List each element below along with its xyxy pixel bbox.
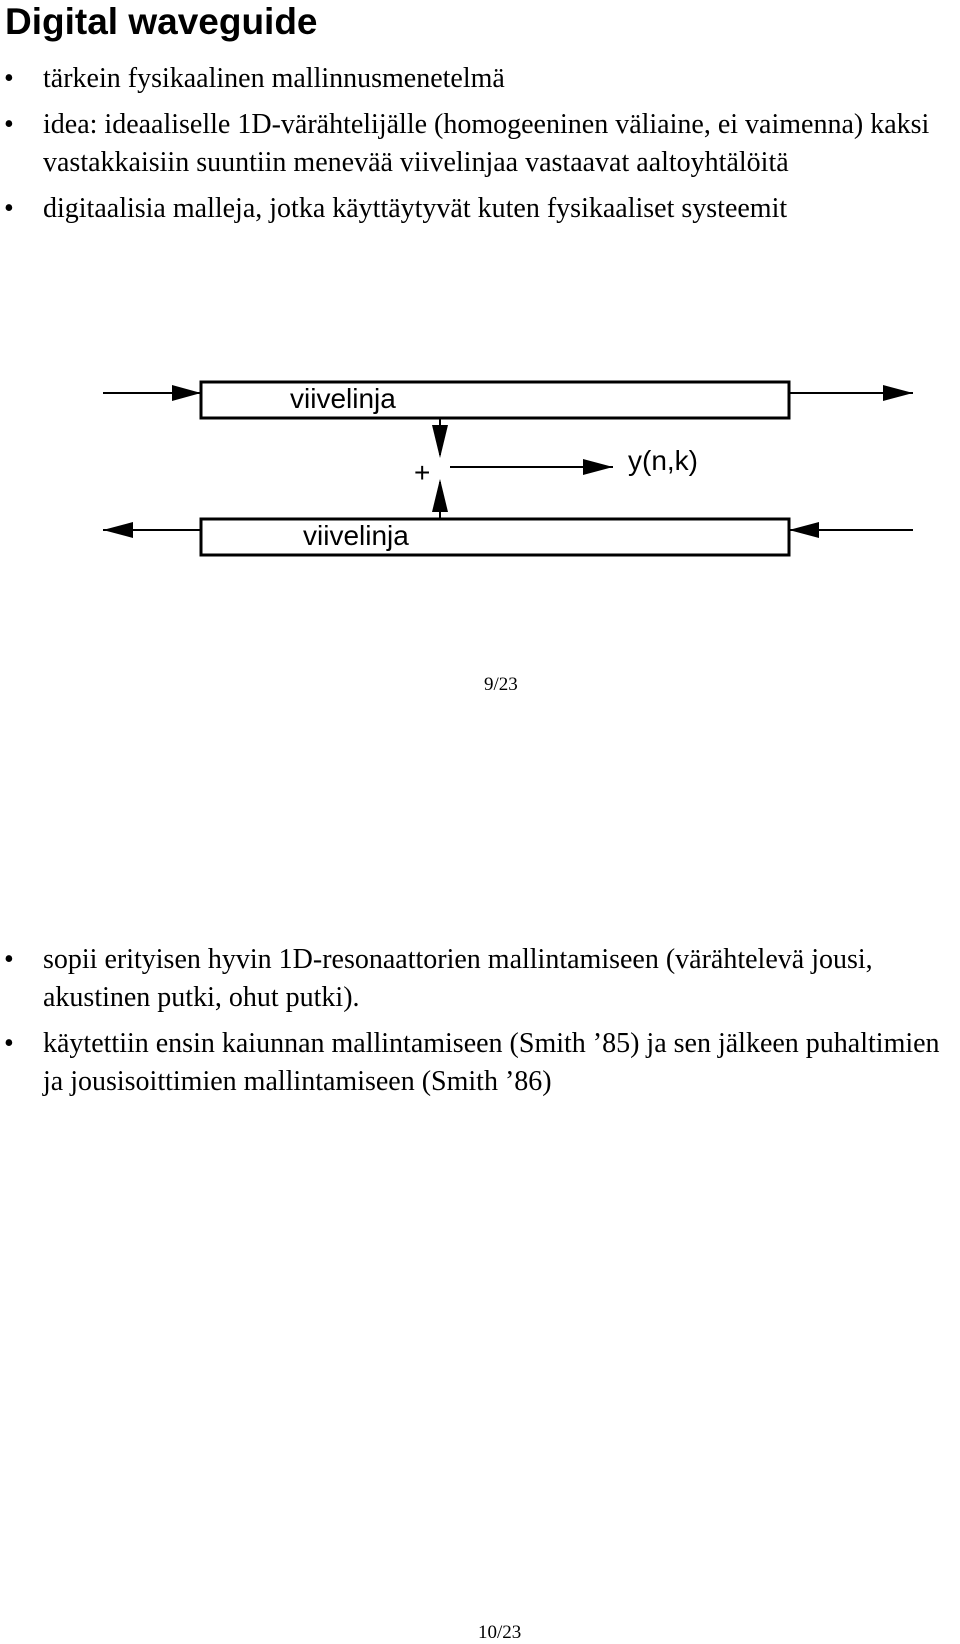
- bullet-text: digitaalisia malleja, jotka käyttäytyvät kuten fysikaaliset systeemit: [43, 193, 788, 224]
- sum-symbol: +: [414, 457, 431, 488]
- tap-down-arrowhead: [432, 425, 448, 458]
- slide-title: Digital waveguide: [5, 1, 318, 42]
- bullet-dot: •: [4, 1028, 14, 1059]
- bullet-text: tärkein fysikaalinen mallinnusmenetelmä: [43, 63, 505, 94]
- output-label: y(n,k): [628, 445, 698, 476]
- bullet-item: [0, 1025, 940, 1101]
- bullet-dot: •: [4, 63, 14, 94]
- top-output-arrowhead: [883, 385, 913, 401]
- page-number: 10/23: [478, 1622, 522, 1643]
- bottom-delay-line-label: viivelinja: [303, 520, 409, 551]
- bottom-delay-line-box: [201, 519, 789, 555]
- bullet-item: [0, 60, 940, 98]
- bullet-item: [0, 106, 940, 182]
- top-input-arrowhead: [172, 385, 201, 401]
- page-number: 9/23: [484, 674, 518, 695]
- bottom-output-arrowhead: [103, 522, 133, 538]
- bullet-text: käytettiin ensin kaiunnan mallintamiseen (Smith ’85) ja sen jälkeen puhaltimien ja jousisoittimien mallintamiseen (Smith ’86): [43, 1028, 940, 1097]
- bullet-text: sopii erityisen hyvin 1D-resonaattorien mallintamiseen (värähtelevä jousi, akustinen putki, ohut putki).: [43, 944, 873, 1013]
- tap-up-arrowhead: [432, 479, 448, 512]
- bullet-text: idea: ideaaliselle 1D-värähtelijälle (homogeeninen väliaine, ei vaimenna) kaksi vastakkaisiin suuntiin menevää viivelinjaa vastaavat aaltoyhtälöitä: [43, 109, 930, 178]
- top-delay-line-label: viivelinja: [290, 383, 396, 414]
- bullet-dot: •: [4, 944, 14, 975]
- bullet-list-top: [0, 60, 940, 236]
- waveguide-diagram: [0, 370, 960, 570]
- bottom-input-arrowhead: [789, 522, 819, 538]
- bullet-item: [0, 190, 940, 228]
- bullet-list-bottom: [0, 941, 940, 1109]
- bullet-dot: •: [4, 193, 14, 224]
- output-arrowhead: [583, 459, 613, 475]
- bullet-dot: •: [4, 109, 14, 140]
- bullet-item: [0, 941, 940, 1017]
